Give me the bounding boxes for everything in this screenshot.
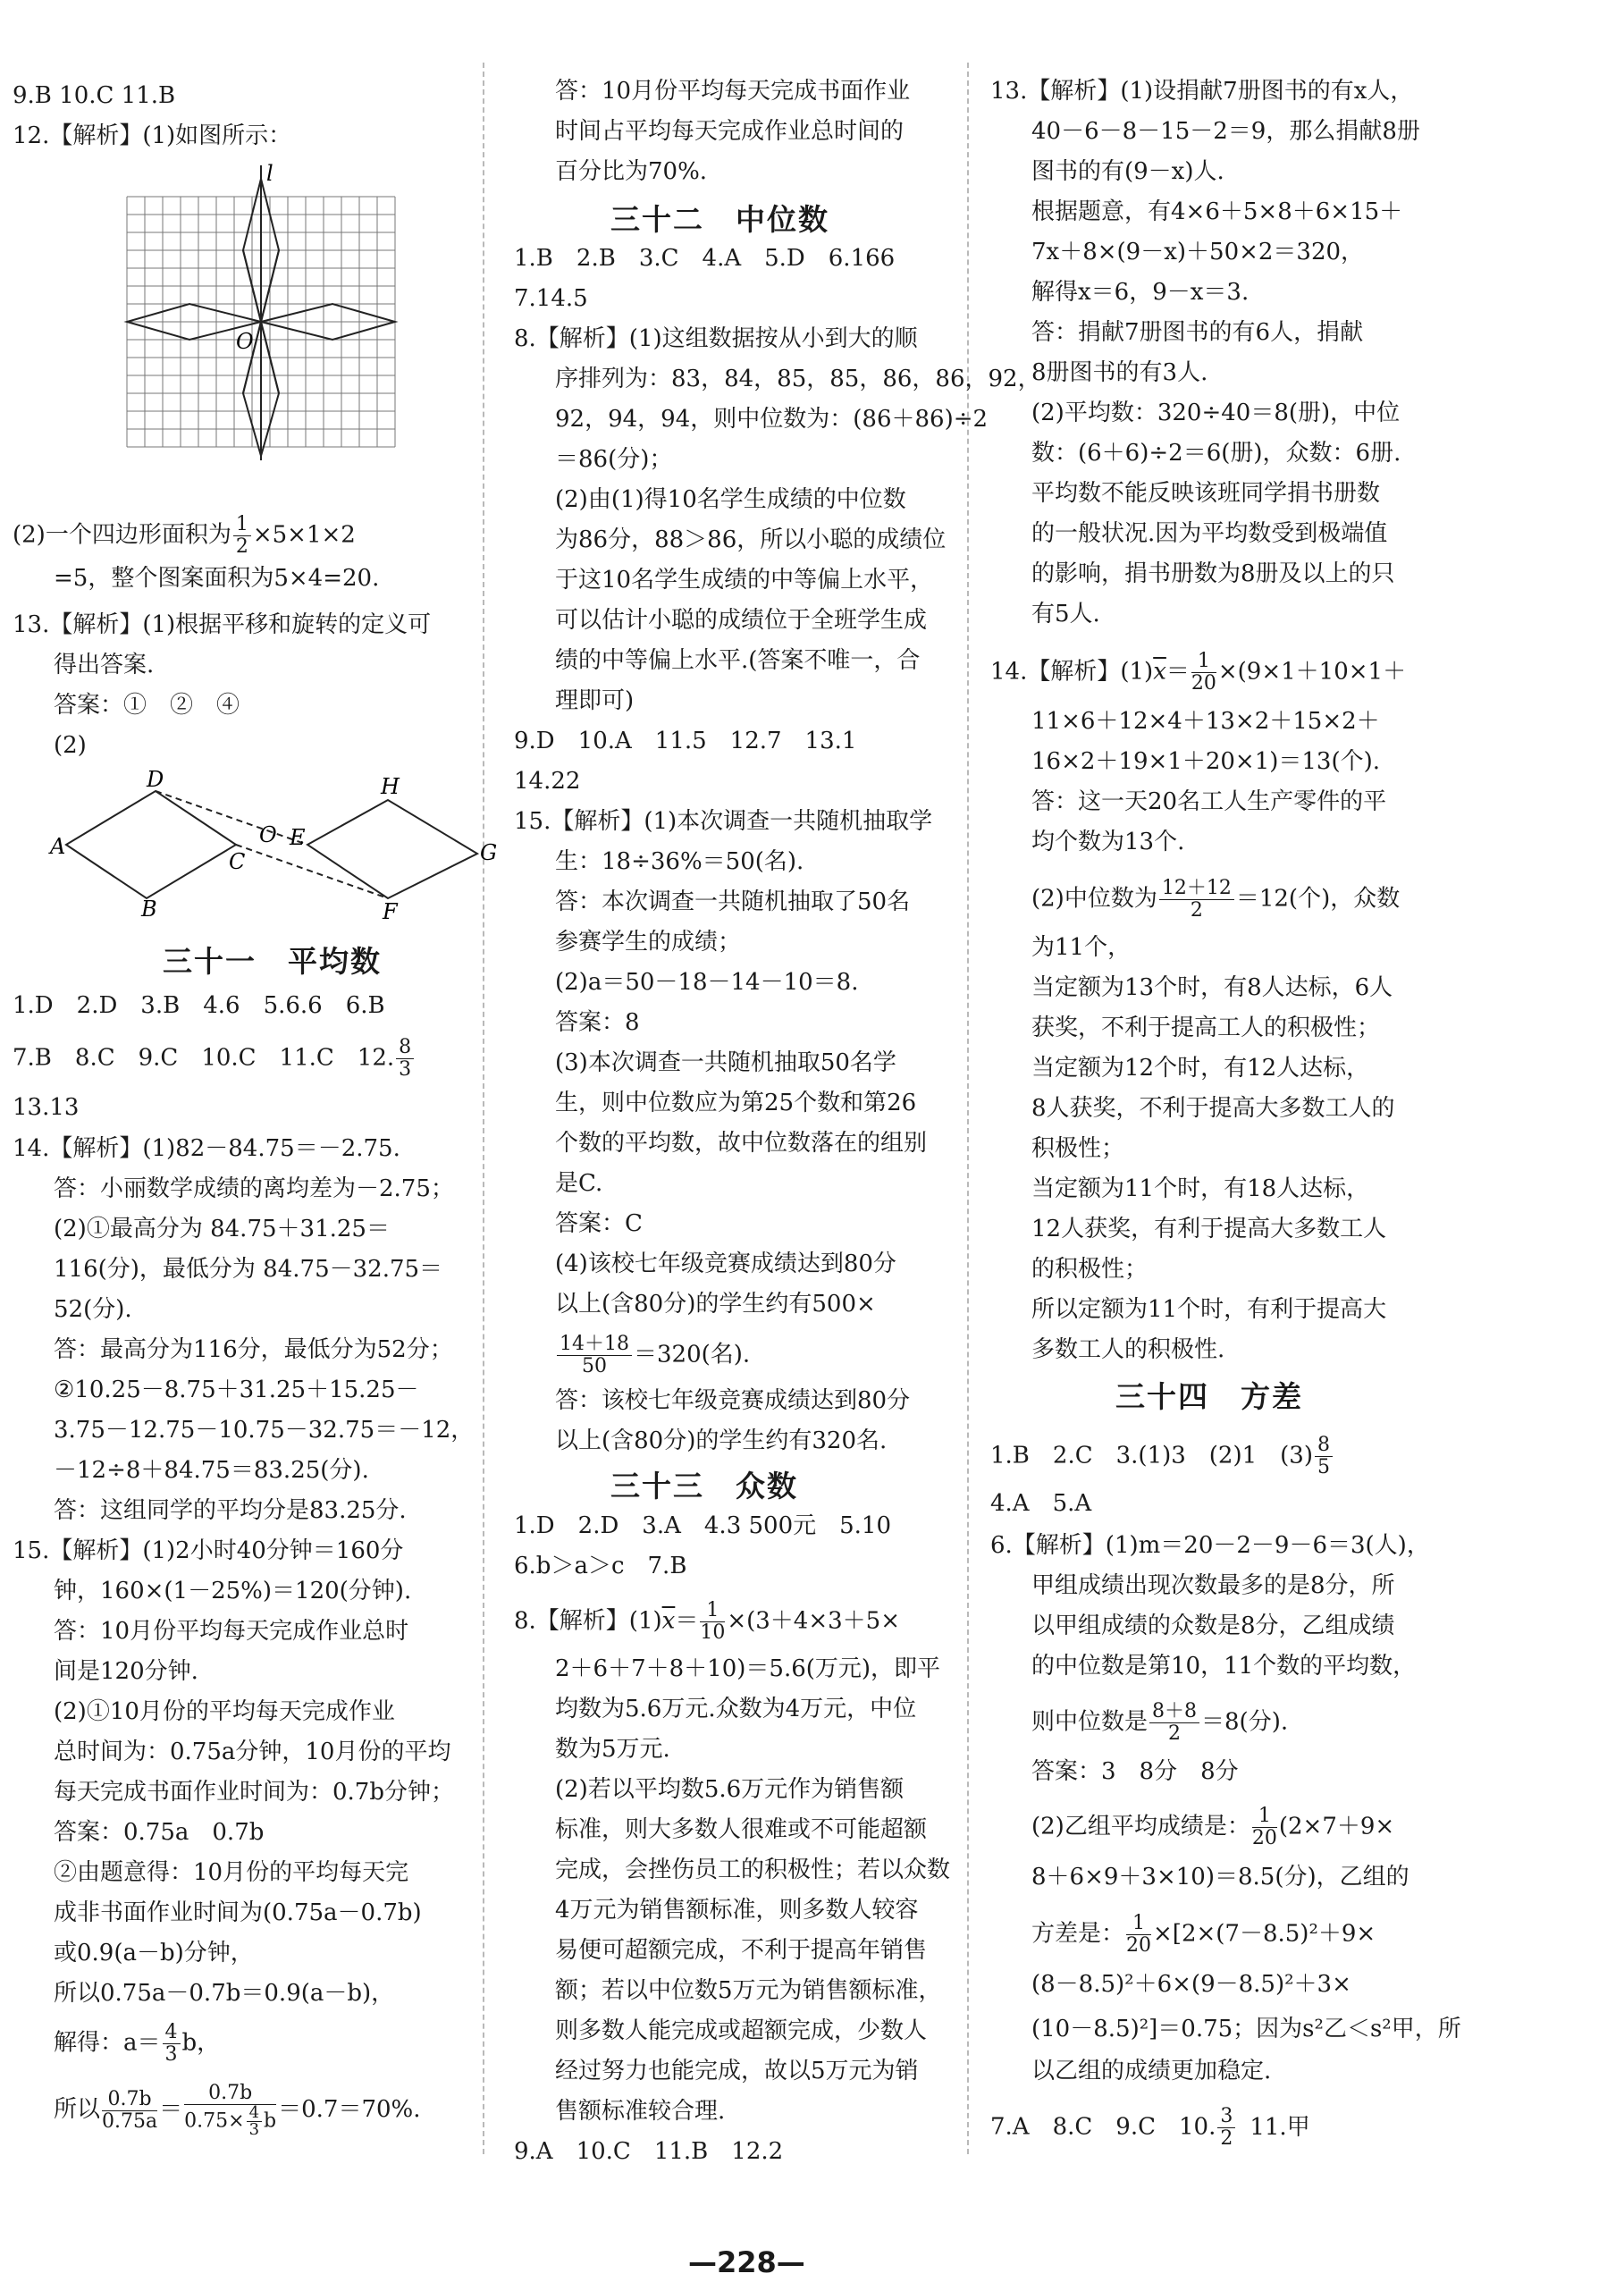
answer-line: (8－8.5)²＋6×(9－8.5)²＋3× xyxy=(1031,1971,1351,1998)
answer-line: 于这10名学生成绩的中等偏上水平， xyxy=(555,567,934,594)
answer-line: 数为5万元. xyxy=(555,1736,670,1763)
answer-line: (2)一个四边形面积为 $\frac{1}{2}$ ×5×1×2 xyxy=(13,513,356,558)
answer-line: 答案：0.75a 0.7b xyxy=(54,1819,265,1846)
answer-line: 答案：C xyxy=(555,1210,643,1237)
answer-line: 1.B 2.B 3.C 4.A 5.D 6.166 xyxy=(514,245,896,272)
point-label: G xyxy=(480,840,498,865)
answer-line: 的积极性； xyxy=(1031,1256,1149,1283)
answer-line: 答：捐献7册图书的有6人，捐献 xyxy=(1031,319,1364,346)
answer-line: 1.D 2.D 3.A 4.3 500元 5.10 xyxy=(514,1512,892,1539)
answer-line: (2)中位数为 $\frac{12+12}{2}$ ＝12(个)，众数 xyxy=(1031,877,1401,922)
answer-line: (2)平均数：320÷40＝8(册)，中位 xyxy=(1031,400,1401,426)
section-heading: 三十二 中位数 xyxy=(610,202,829,237)
answer-line: 均个数为13个. xyxy=(1031,829,1185,855)
answer-line: (2)若以平均数5.6万元作为销售额 xyxy=(555,1776,905,1803)
answer-line: 9.B 10.C 11.B xyxy=(13,82,176,109)
origin-label: O xyxy=(236,329,254,354)
point-label: A xyxy=(50,834,66,859)
answer-line: 时间占平均每天完成作业总时间的 xyxy=(555,118,905,145)
answer-line: 标准，则大多数人很难或不可能超额 xyxy=(555,1816,928,1843)
answer-line: (2) xyxy=(54,732,87,759)
answer-line: 有5人. xyxy=(1031,601,1100,627)
answer-line: 均数为5.6万元.众数为4万元，中位 xyxy=(555,1696,917,1722)
answer-line: 为86分，88＞86，所以小聪的成绩位 xyxy=(555,526,947,553)
answer-line: 13.【解析】(1)根据平移和旋转的定义可 xyxy=(13,611,432,638)
answer-line: 7x＋8×(9－x)＋50×2＝320， xyxy=(1031,239,1365,265)
answer-line: 答：小丽数学成绩的离均差为－2.75； xyxy=(54,1175,454,1202)
answer-line: (2)a＝50－18－14－10＝8. xyxy=(555,969,859,996)
answer-line: 8人获奖，不利于提高大多数工人的 xyxy=(1031,1095,1395,1122)
answer-line: 以甲组成绩的众数是8分，乙组成绩 xyxy=(1031,1613,1395,1639)
answer-line: 14.【解析】(1)82－84.75＝－2.75. xyxy=(13,1135,400,1162)
answer-line: 的影响，捐书册数为8册及以上的只 xyxy=(1031,560,1395,587)
answer-line: 答：本次调查一共随机抽取了50名 xyxy=(555,888,911,915)
answer-line: 7.A 8.C 9.C 10. $\frac{3}{2}$ 11.甲 xyxy=(990,2105,1310,2150)
answer-line: (2)乙组平均成绩是： $\frac{1}{20}$ (2×7＋9× xyxy=(1031,1805,1395,1849)
point-label: C xyxy=(229,849,246,874)
point-label: F xyxy=(383,899,398,924)
page-number: —228— xyxy=(688,2245,805,2279)
answer-line: 13.13 xyxy=(13,1094,80,1121)
answer-line: 数：(6＋6)÷2＝6(册)，众数：6册. xyxy=(1031,440,1401,467)
answer-line: 1.B 2.C 3.(1)3 (2)1 (3) $\frac{8}{5}$ xyxy=(990,1435,1334,1478)
answer-line: (3)本次调查一共随机抽取50名学 xyxy=(555,1049,896,1076)
point-label: O xyxy=(259,822,277,847)
answer-line: 116(分)，最低分为 84.75－32.75＝ xyxy=(54,1256,443,1283)
answer-line: 7.B 8.C 9.C 10.C 11.C 12. $\frac{8}{3}$ xyxy=(13,1037,416,1081)
answer-line: 完成，会挫伤员工的积极性；若以众数 xyxy=(555,1857,951,1883)
answer-line: 40－6－8－15－2＝9，那么捐献8册 xyxy=(1031,118,1420,145)
answer-line: 12人获奖，有利于提高大多数工人 xyxy=(1031,1216,1387,1242)
answer-line: 个数的平均数，故中位数落在的组别 xyxy=(555,1130,928,1157)
answer-line: 6.【解析】(1)m＝20－2－9－6＝3(人)， xyxy=(990,1532,1430,1559)
answer-line: 可以估计小聪的成绩位于全班学生成 xyxy=(555,607,928,634)
answer-line: 答案：8 xyxy=(555,1009,640,1036)
answer-line: 以上(含80分)的学生约有320名. xyxy=(555,1427,888,1454)
answer-line: 答：10月份平均每天完成作业总时 xyxy=(54,1618,409,1645)
section-heading: 三十四 方差 xyxy=(1115,1379,1303,1414)
answer-line: =5，整个图案面积为5×4=20. xyxy=(54,565,380,592)
answer-line: 经过努力也能完成，故以5万元为销 xyxy=(555,2058,919,2084)
answer-line: 成非书面作业时间为(0.75a－0.7b) xyxy=(54,1899,422,1926)
answer-line: 14.22 xyxy=(514,768,581,795)
answer-line: (2)①10月份的平均每天完成作业 xyxy=(54,1698,395,1725)
answer-line: 平均数不能反映该班同学捐书册数 xyxy=(1031,480,1381,507)
section-heading: 三十三 众数 xyxy=(610,1469,798,1503)
answer-line: 百分比为70%. xyxy=(555,158,708,185)
answer-line: 的一般状况.因为平均数受到极端值 xyxy=(1031,520,1388,547)
answer-line: 15.【解析】(1)2小时40分钟＝160分 xyxy=(13,1537,404,1564)
point-label: D xyxy=(147,767,164,792)
answer-line: 多数工人的积极性. xyxy=(1031,1336,1225,1363)
answer-line: 得出答案. xyxy=(54,652,155,678)
answer-line: 钟，160×(1－25%)＝120(分钟). xyxy=(54,1578,412,1604)
answer-line: 则多数人能完成或超额完成，少数人 xyxy=(555,2017,928,2044)
answer-line: 序排列为：83，84，85，85，86，86，92， xyxy=(555,366,1041,392)
point-label: B xyxy=(141,897,157,922)
answer-line: 间是120分钟. xyxy=(54,1658,198,1685)
answer-line: 11×6＋12×4＋13×2＋15×2＋ xyxy=(1031,708,1380,735)
answer-line: 答：该校七年级竞赛成绩达到80分 xyxy=(555,1387,911,1414)
answer-line: 生，则中位数应为第25个数和第26 xyxy=(555,1090,917,1116)
answer-line: 答：这组同学的平均分是83.25分. xyxy=(54,1497,407,1524)
answer-line: 16×2＋19×1＋20×1)＝13(个). xyxy=(1031,748,1381,775)
answer-line: 生：18÷36%＝50(名). xyxy=(555,848,804,875)
answer-line: 8册图书的有3人. xyxy=(1031,359,1208,386)
answer-line: 4.A 5.A xyxy=(990,1490,1092,1517)
rhombus-figure xyxy=(30,767,498,924)
answer-line: 甲组成绩出现次数最多的是8分，所 xyxy=(1031,1572,1395,1599)
answer-line: 答：最高分为116分，最低分为52分； xyxy=(54,1336,453,1363)
answer-line: 则中位数是 $\frac{8+8}{2}$ ＝8(分). xyxy=(1031,1700,1289,1745)
answer-line: 以上(含80分)的学生约有500× xyxy=(555,1291,876,1318)
column-divider-1 xyxy=(483,63,484,2154)
answer-line: 答：这一天20名工人生产零件的平 xyxy=(1031,788,1387,815)
answer-line: ②由题意得：10月份的平均每天完 xyxy=(54,1859,409,1886)
answer-line: 所以 $\frac{0.7b}{0.75a}$ ＝ 0.7b 0.75× $\frac{4}{3}$ b ＝0.7＝70%. xyxy=(54,2082,421,2139)
answer-line: 14.【解析】$(1)\overline{x}=$ $\frac{1}{20}$ ×(9×1＋10×1＋ xyxy=(990,650,1407,695)
answer-line: 参赛学生的成绩； xyxy=(555,929,742,956)
answer-line: 额；若以中位数5万元为销售额标准， xyxy=(555,1977,942,2004)
answer-line: 52(分). xyxy=(54,1296,132,1323)
answer-line: 15.【解析】(1)本次调查一共随机抽取学 xyxy=(514,808,933,835)
grid-figure xyxy=(109,161,413,465)
point-label: H xyxy=(381,774,400,799)
answer-line: 92，94，94，则中位数为：(86＋86)÷2 xyxy=(555,406,989,433)
answer-line: 每天完成书面作业时间为：0.7b分钟； xyxy=(54,1779,454,1806)
answer-line: 12.【解析】(1)如图所示： xyxy=(13,122,292,149)
answer-line: (2)①最高分为 84.75＋31.25＝ xyxy=(54,1216,390,1242)
answer-line: 1.D 2.D 3.B 4.6 5.6.6 6.B xyxy=(13,992,385,1019)
answer-line: 8.【解析】$(1)\overline{x}=$ $\frac{1}{10}$ ×(3＋4×3＋5× xyxy=(514,1599,900,1644)
answer-line: 解得：a＝ $\frac{4}{3}$ b， xyxy=(54,2021,221,2066)
answer-line: 13.【解析】(1)设捐献7册图书的有x人， xyxy=(990,78,1414,105)
answer-line: (2)由(1)得10名学生成绩的中位数 xyxy=(555,486,906,513)
section-heading: 三十一 平均数 xyxy=(163,944,382,979)
answer-line: 以乙组的成绩更加稳定. xyxy=(1031,2058,1272,2084)
answer-line: ＝86(分)； xyxy=(555,446,673,473)
answer-line: 解得x＝6，9－x＝3. xyxy=(1031,279,1250,306)
answer-line: (4)该校七年级竞赛成绩达到80分 xyxy=(555,1250,896,1277)
answer-line: 根据题意，有4×6＋5×8＋6×15＋ xyxy=(1031,198,1403,225)
answer-line: 2＋6＋7＋8＋10)＝5.6(万元)，即平 xyxy=(555,1655,941,1682)
answer-line: 总时间为：0.75a分钟，10月份的平均 xyxy=(54,1739,451,1765)
answer-line: 为11个， xyxy=(1031,934,1132,961)
answer-line: 或0.9(a－b)分钟， xyxy=(54,1940,254,1966)
answer-line: 方差是： $\frac{1}{20}$ ×[2×(7－8.5)²＋9× xyxy=(1031,1912,1376,1957)
answer-line: 6.b＞a＞c 7.B xyxy=(514,1553,687,1579)
answer-line: 答案：① ② ④ xyxy=(54,692,240,719)
line-label: l xyxy=(266,161,273,186)
answer-line: 所以定额为11个时，有利于提高大 xyxy=(1031,1296,1387,1323)
answer-line: 8.【解析】(1)这组数据按从小到大的顺 xyxy=(514,325,918,352)
answer-line: 9.A 10.C 11.B 12.2 xyxy=(514,2138,784,2165)
answer-line: 9.D 10.A 11.5 12.7 13.1 xyxy=(514,728,857,754)
answer-line: 当定额为13个时，有8人达标，6人 xyxy=(1031,974,1393,1001)
answer-line: 是C. xyxy=(555,1170,603,1197)
answer-line: $\frac{14+18}{50}$ ＝320(名). xyxy=(555,1334,750,1377)
answer-line: 的中位数是第10，11个数的平均数， xyxy=(1031,1653,1417,1680)
answer-line: 理即可) xyxy=(555,687,635,714)
answer-line: 答案：3 8分 8分 xyxy=(1031,1758,1239,1785)
answer-line: 7.14.5 xyxy=(514,285,588,312)
answer-line: 4万元为销售额标准，则多数人较容 xyxy=(555,1897,919,1924)
answer-line: 当定额为12个时，有12人达标， xyxy=(1031,1055,1370,1082)
answer-line: ②10.25－8.75＋31.25＋15.25－ xyxy=(54,1377,419,1403)
answer-line: 易便可超额完成，不利于提高年销售 xyxy=(555,1937,928,1964)
answer-line: 获奖，不利于提高工人的积极性； xyxy=(1031,1015,1381,1041)
answer-line: 当定额为11个时，有18人达标， xyxy=(1031,1175,1370,1202)
answer-line: 图书的有(9－x)人. xyxy=(1031,158,1224,185)
answer-line: 售额标准较合理. xyxy=(555,2098,726,2125)
answer-line: 3.75－12.75－10.75－32.75＝－12， xyxy=(54,1417,475,1444)
answer-line: 积极性； xyxy=(1031,1135,1125,1162)
answer-line: 所以0.75a－0.7b＝0.9(a－b)， xyxy=(54,1980,395,2007)
answer-line: (10－8.5)²]＝0.75；因为s²乙＜s²甲，所 xyxy=(1031,2016,1461,2042)
answer-line: 答：10月份平均每天完成书面作业 xyxy=(555,78,911,105)
answer-line: 8＋6×9＋3×10)＝8.5(分)，乙组的 xyxy=(1031,1864,1409,1890)
point-label: E xyxy=(290,825,306,850)
answer-line: 绩的中等偏上水平.(答案不唯一，合 xyxy=(555,647,921,674)
answer-line: －12÷8＋84.75＝83.25(分). xyxy=(54,1457,369,1484)
